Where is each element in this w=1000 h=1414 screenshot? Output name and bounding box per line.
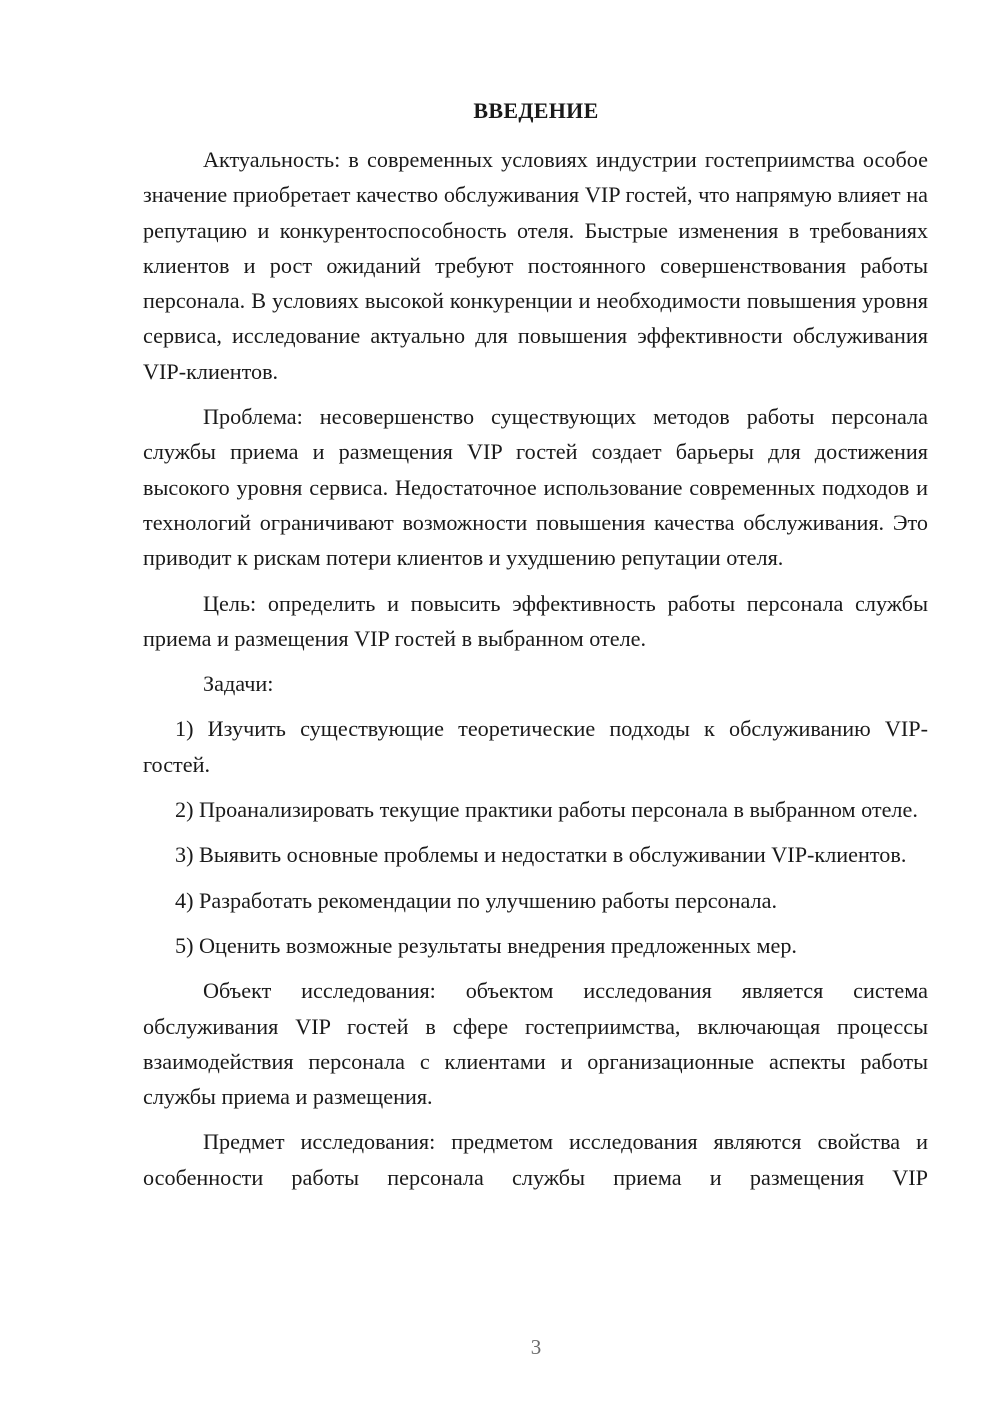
paragraph-subject: Предмет исследования: предметом исследования являются свойства и особенности работы персонала службы приема и размещения VIP	[143, 1129, 928, 1190]
task-item-2: 2) Проанализировать текущие практики работы персонала в выбранном отеле.	[175, 797, 918, 823]
paragraph-problem: Проблема: несовершенство существующих методов работы персонала службы приема и размещения VIP гостей создает барьеры для достижения высокого уровня сервиса. Недостаточное использование современных подходов и технологий ограничивают возможности повышения качества обслуживания. Это приводит к рискам потери клиентов и ухудшению репутации отеля.	[143, 404, 928, 571]
task-item-5: 5) Оценить возможные результаты внедрения предложенных мер.	[175, 932, 797, 958]
task-item-1: 1) Изучить существующие теоретические подходы к обслуживанию VIP-гостей.	[143, 716, 928, 777]
paragraph-relevance: Актуальность: в современных условиях индустрии гостеприимства особое значение приобретает качество обслуживания VIP гостей, что напрямую влияет на репутацию и конкурентоспособность отеля. Быстрые изменения в требованиях клиентов и рост ожиданий требуют постоянного совершенствования работы персонала. В условиях высокой конкуренции и необходимости повышения уровня сервиса, исследование актуально для повышения эффективности обслуживания VIP-клиентов.	[143, 147, 928, 384]
paragraph-tasks-heading: Задачи:	[203, 671, 274, 697]
paragraph-object: Объект исследования: объектом исследования является система обслуживания VIP гостей в сфере гостеприимства, включающая процессы взаимодействия персонала с клиентами и организационные аспекты работы службы приема и размещения.	[143, 978, 928, 1110]
task-item-4: 4) Разработать рекомендации по улучшению работы персонала.	[175, 887, 778, 913]
task-item-3: 3) Выявить основные проблемы и недостатки в обслуживании VIP-клиентов.	[175, 842, 907, 868]
section-title: ВВЕДЕНИЕ	[473, 98, 599, 123]
page-number: 3	[530, 1335, 542, 1359]
paragraph-goal: Цель: определить и повысить эффективность работы персонала службы приема и размещения VIP гостей в выбранном отеле.	[143, 590, 928, 651]
body-text	[143, 142, 928, 1195]
